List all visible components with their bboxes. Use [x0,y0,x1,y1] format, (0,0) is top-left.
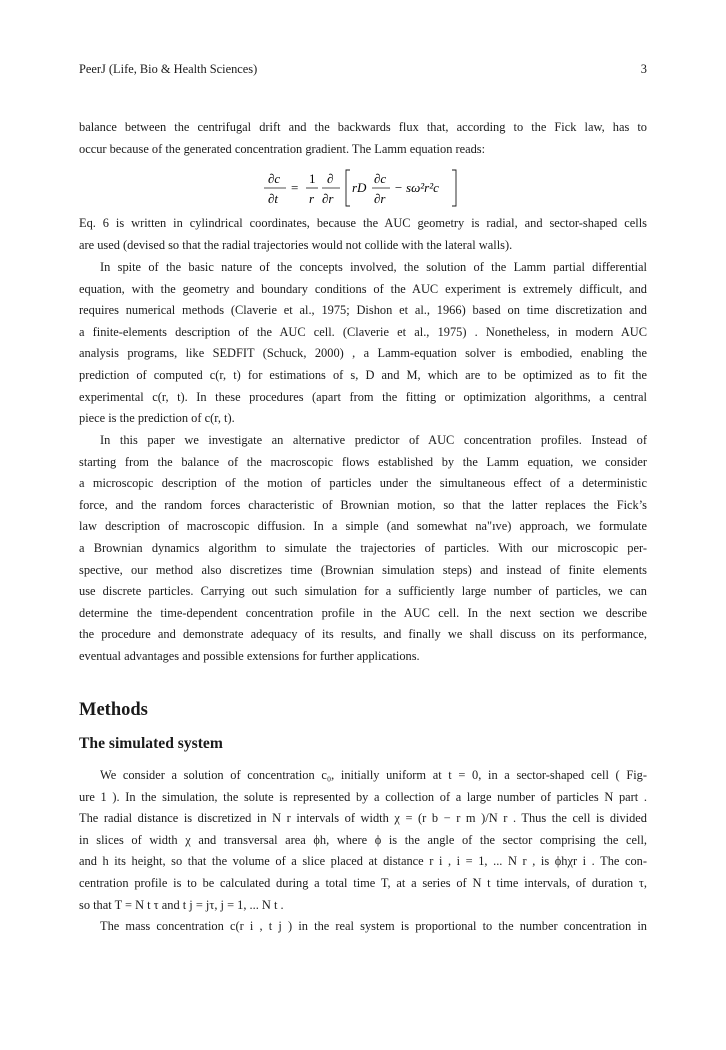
paragraph-4 [79,765,647,916]
text-line: equation, with the geometry and boundary conditions of the AUC experiment is extremely difficult, and [79,281,647,296]
text-line: The mass concentration c(r i , t j ) in the real system is proportional to the number concentration in [100,919,647,933]
text-line: experimental c(r, t). In these procedures (apart from the fitting or optimization algorithms, a central [79,389,647,404]
intro-paragraph [79,117,647,160]
text-line: determine the time-dependent concentration profile in the AUC cell. In the next section we describe [79,605,647,620]
text-line: Eq. 6 is written in cylindrical coordinates, because the AUC geometry is radial, and sector-shaped cells [79,216,647,230]
text-line: a Brownian dynamics algorithm to simulate the trajectories of particles. With our microscopic per- [79,540,647,555]
text-line: analysis programs, like SEDFIT (Schuck, 2000) , a Lamm-equation solver is embodied, enabling the [79,346,647,361]
eq-d-num: ∂ [327,171,334,186]
text-line: centration profile is to be calculated during a total time T, at a series of N t time intervals, of duration τ, [79,875,647,890]
text-line: the procedure and demonstrate adequacy of its results, and finally we shall discuss on its performance, [79,627,647,642]
section-heading: Methods [79,700,148,720]
text-line: use discrete particles. Carrying out such simulation for a sufficiently large number of particles, we can [79,584,647,599]
text-line: occur because of the generated concentration gradient. The Lamm equation reads: [79,141,486,156]
text-line: eventual advantages and possible extensions for further applications. [79,648,420,663]
text-line: We consider a solution of concentration c₀, initially uniform at t = 0, in a sector-shaped cell ( Fig- [100,768,647,782]
paragraph-3 [79,430,647,668]
eq-dr-den: ∂r [322,191,334,206]
text-line: The radial distance is discretized in N r intervals of width χ = (r b − r m )/N r . Thus the cell is divided [79,811,647,826]
eq-inner-den: ∂r [374,191,386,206]
left-bracket [346,170,350,206]
text-line: law description of macroscopic diffusion. In a simple (and somewhat na"ıve) approach, we formulate [79,519,647,534]
text-line: a finite-elements description of the AUC cell. (Claverie et al., 1975) . Nonetheless, in modern AUC [79,324,647,339]
subsection-heading: The simulated system [79,735,223,752]
text-line: starting from the balance of the macroscopic flows established by the Lamm equation, we consider [79,454,647,469]
text-line: spective, our method also discretizes time (Brownian simulation steps) and instead of finite elements [79,562,647,577]
text-line: and h its height, so that the volume of a slice placed at distance r i , i = 1, ... N r , is ϕhχr i . The con- [79,854,647,869]
text-line: prediction of computed c(r, t) for estimations of s, D and M, which are to be optimized as to fit the [79,367,647,382]
running-header [79,62,647,84]
text-line: balance between the centrifugal drift and the backwards flux that, according to the Fick law, has to [79,120,647,134]
paragraph-5 [79,916,647,938]
paragraph-1 [79,213,647,256]
eq-r-den: r [309,191,315,206]
journal-name: PeerJ (Life, Bio & Health Sciences) [79,62,258,76]
eq-lhs-den: ∂t [268,191,279,206]
text-line: are used (devised so that the radial trajectories would not collide with the lateral walls). [79,237,513,252]
right-bracket [452,170,456,206]
page-number: 3 [640,62,647,76]
text-line: so that T = N t τ and t j = jτ, j = 1, ... N t . [79,897,284,912]
text-line: a microscopic description of the motion of particles under the simultaneous effect of a deterministic [79,476,647,491]
text-line: ure 1 ). In the simulation, the solute is represented by a collection of a large number of particles N part . [79,789,647,804]
lamm-equation [262,166,462,210]
eq-one: 1 [309,171,316,186]
paragraph-2 [79,257,647,430]
eq-minus-term: − sω²r²c [394,180,439,195]
eq-rd: rD [352,180,367,195]
text-line: In spite of the basic nature of the concepts involved, the solution of the Lamm partial differential [100,260,647,274]
text-line: In this paper we investigate an alternative predictor of AUC concentration profiles. Instead of [100,433,647,447]
text-line: piece is the prediction of c(r, t). [79,411,235,426]
text-line: force, and the random forces characteristic of Brownian motion, so that the latter replaces the Fick’s [79,497,647,512]
eq-equals: = [291,180,299,195]
text-line: requires numerical methods (Claverie et al., 1975; Dishon et al., 1966) based on time discretization and [79,303,647,318]
text-line: in slices of width χ and transversal area ϕh, where ϕ is the angle of the sector comprising the cell, [79,832,647,847]
eq-inner-num: ∂c [374,171,387,186]
eq-lhs-num: ∂c [268,171,281,186]
